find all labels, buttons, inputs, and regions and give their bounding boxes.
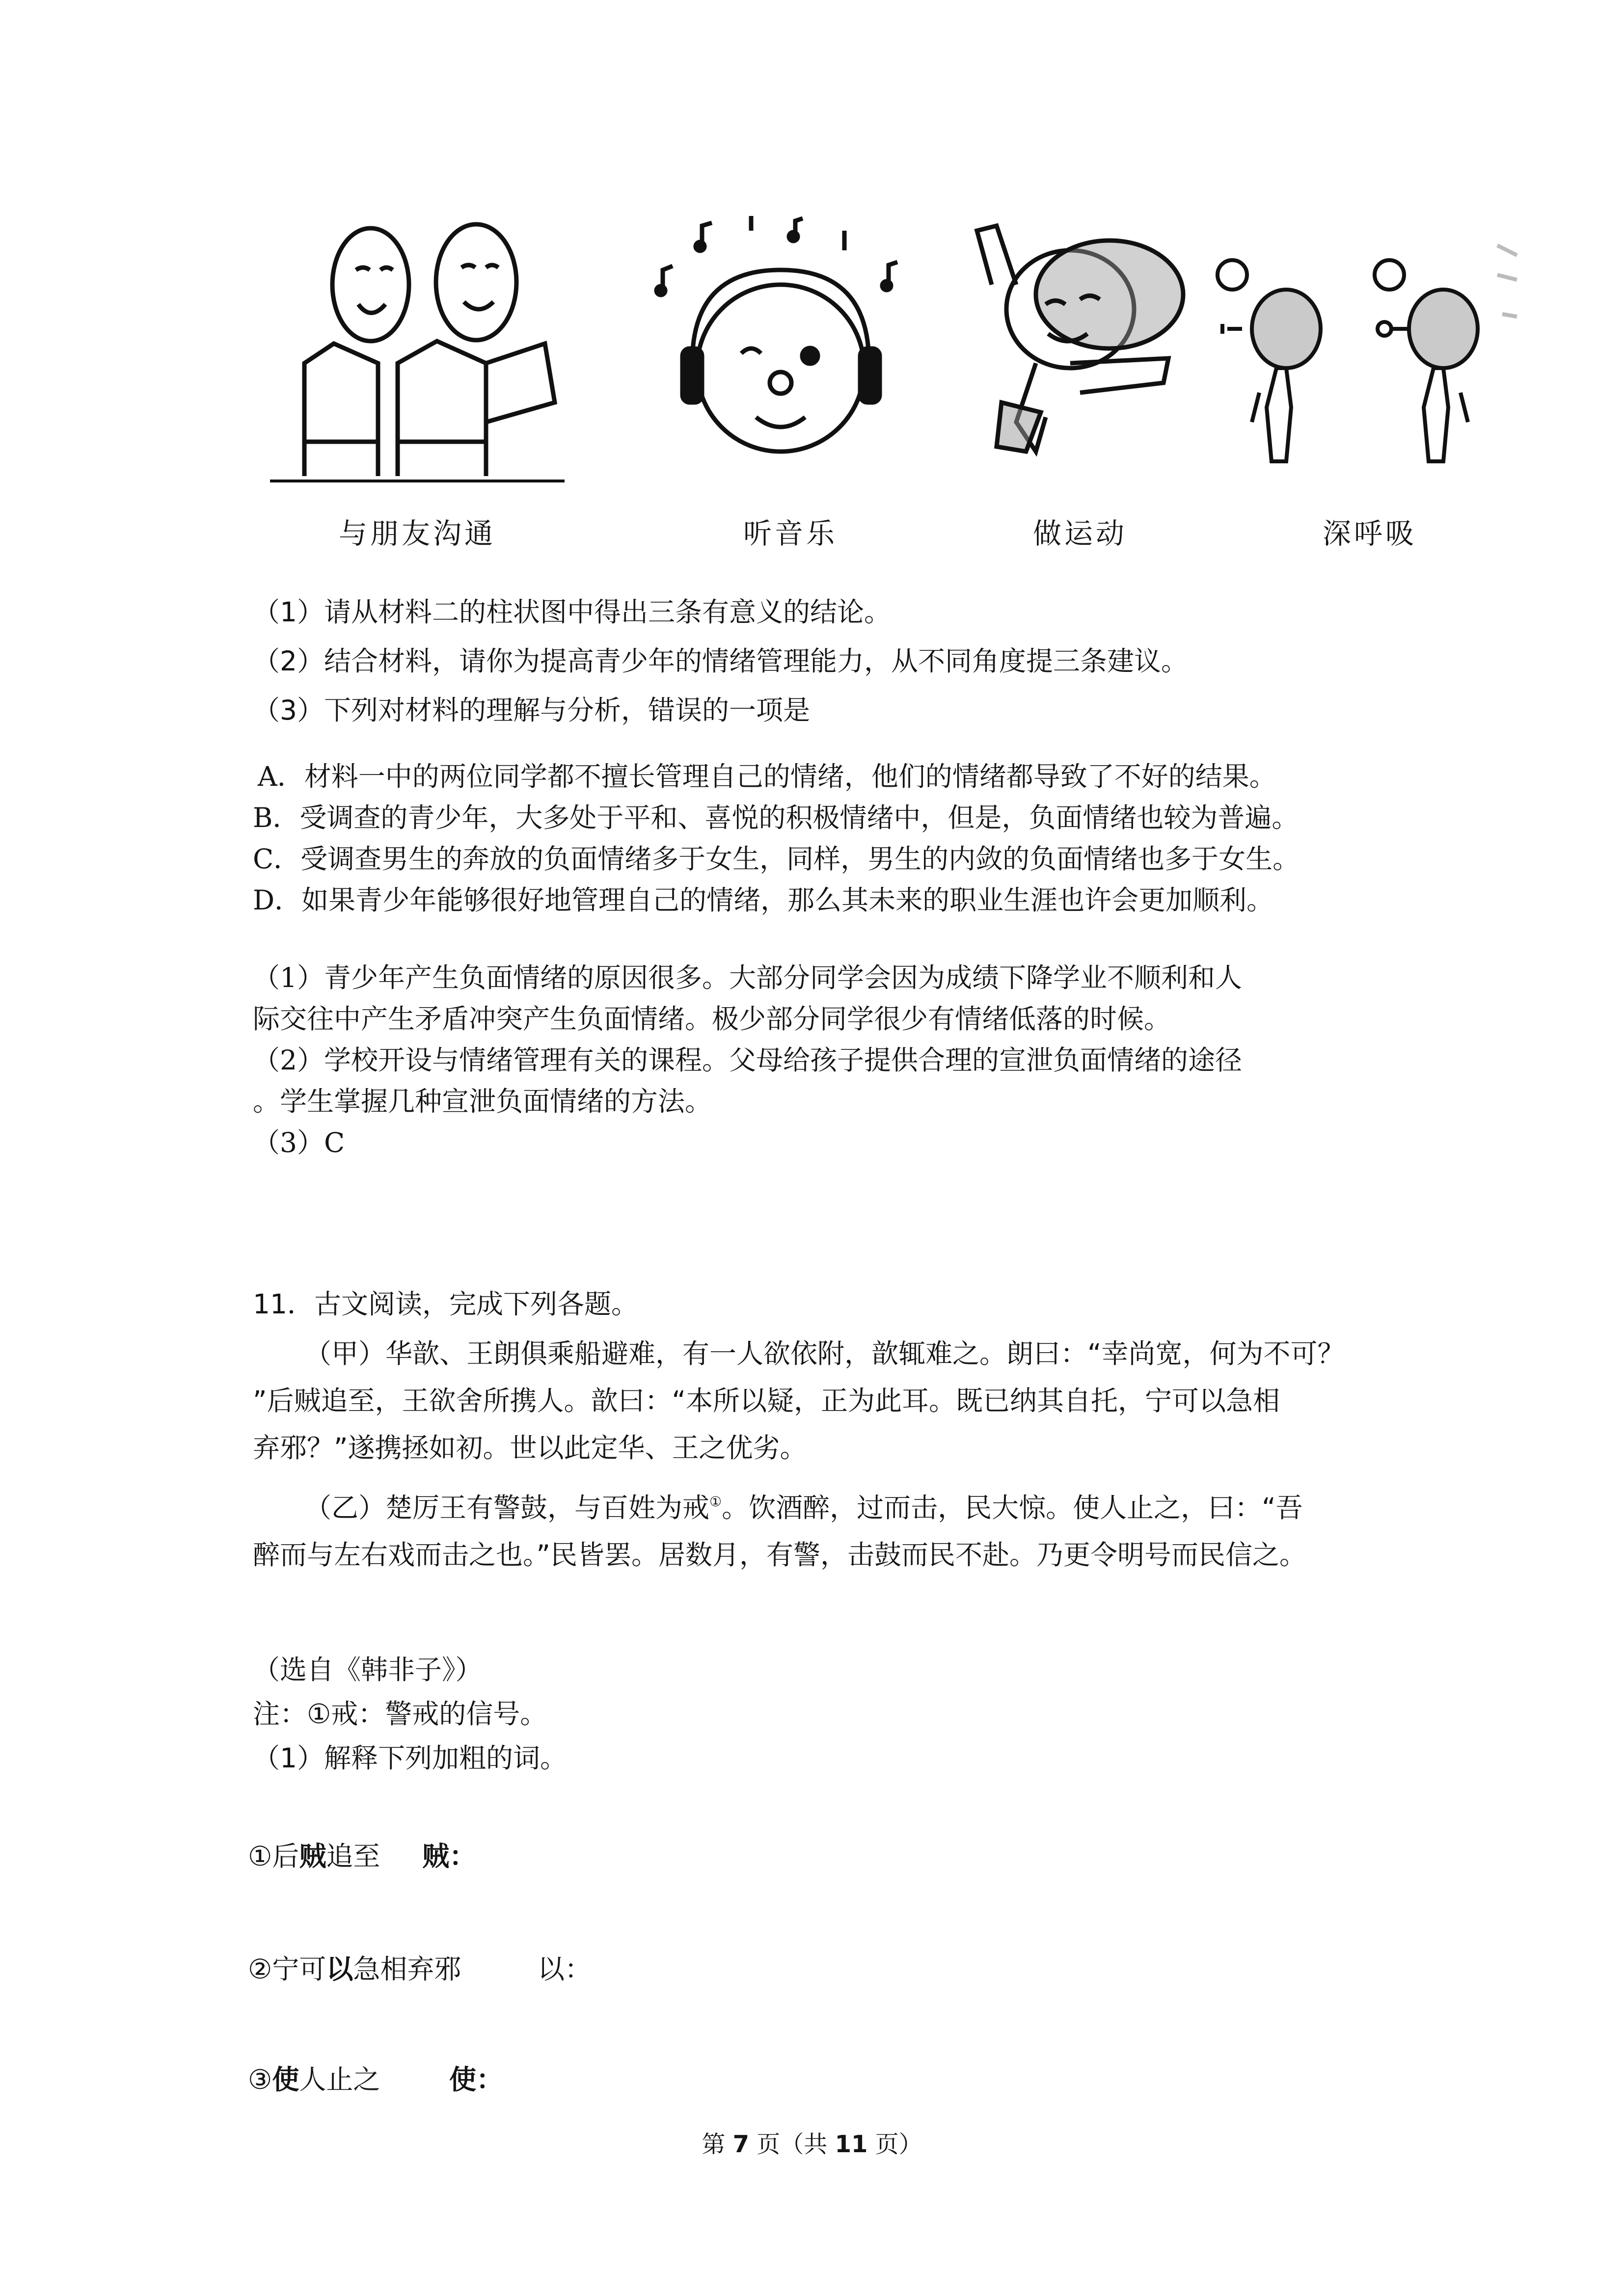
passage-line: ”后贼追至，王欲舍所携人。歆曰：“本所以疑，正为此耳。既已纳其自托，宁可以急相: [253, 1385, 1280, 1416]
task-instruction: （1）解释下列加粗的词。: [253, 1742, 567, 1774]
caption-exercise: 做运动: [1032, 517, 1127, 550]
vocab-label-1: 贼：: [422, 1841, 477, 1872]
answer-line: （2）学校开设与情绪管理有关的课程。父母给孩子提供合理的宣泄负面情绪的途径: [253, 1044, 1242, 1076]
vocab-item-1: [248, 1843, 380, 1870]
passage-line-part: 。饮酒醉，过而击，民大惊。使人止之，曰：“吾: [722, 1492, 1303, 1523]
total-pages: 11: [835, 2131, 868, 2158]
vocab-bold-word: 贼: [299, 1841, 326, 1872]
footnote-mark: ①: [709, 1494, 722, 1510]
vocab-text: 急相弃邪: [353, 1953, 461, 1985]
illustration-deep-breathing: [1213, 216, 1527, 560]
vocab-bold-word: 以: [326, 1953, 353, 1985]
footer-text: 页（共: [749, 2131, 835, 2158]
caption-deep-breathing: 深呼吸: [1322, 517, 1417, 550]
passage-line: （甲）华歆、王朗俱乘船避难，有一人欲依附，歆辄难之。朗曰：“幸尚宽，何为不可？: [304, 1338, 1345, 1369]
deep-breathing-icon: [1213, 216, 1527, 491]
question-3: （3）下列对材料的理解与分析，错误的一项是: [253, 694, 810, 726]
source-citation: （选自《韩非子》）: [253, 1654, 483, 1685]
option-b: B．受调查的青少年，大多处于平和、喜悦的积极情绪中，但是，负面情绪也较为普遍。: [253, 802, 1299, 833]
answer-line: 际交往中产生矛盾冲突产生负面情绪。极少部分同学很少有情绪低落的时候。: [253, 1003, 1171, 1035]
vocab-label-3: 使：: [449, 2064, 504, 2095]
vocab-text: ②宁可: [248, 1953, 326, 1985]
question-2: （2）结合材料，请你为提高青少年的情绪管理能力，从不同角度提三条建议。: [253, 645, 1188, 677]
caption-listen-music: 听音乐: [743, 517, 838, 550]
vocab-item-2: [248, 1953, 461, 1985]
vocab-text: ①后: [248, 1841, 299, 1872]
option-c: C．受调查男生的奔放的负面情绪多于女生，同样，男生的内敛的负面情绪也多于女生。: [253, 843, 1300, 875]
page-number: 7: [732, 2131, 750, 2158]
caption-talk-with-friends: 与朋友沟通: [338, 517, 496, 550]
exercise-icon: [923, 216, 1237, 491]
illustration-listen-music: [633, 216, 947, 560]
passage-line-part: （乙）楚厉王有警鼓，与百姓为戒: [304, 1492, 710, 1523]
option-a: A．材料一中的两位同学都不擅长管理自己的情绪，他们的情绪都导致了不好的结果。: [258, 761, 1276, 792]
question-1: （1）请从材料二的柱状图中得出三条有意义的结论。: [253, 596, 891, 628]
passage-line: 醉而与左右戏而击之也。”民皆罢。居数月，有警，击鼓而民不赴。乃更令明号而民信之。: [253, 1539, 1306, 1571]
vocab-text: ③: [248, 2064, 272, 2095]
answer-line: （3）C: [253, 1127, 345, 1158]
vocab-label-2: 以：: [538, 1953, 592, 1985]
friends-chatting-icon: [260, 216, 574, 491]
vocab-item-3: [248, 2066, 380, 2093]
vocab-text: 追至: [326, 1841, 380, 1872]
vocab-bold-word: 使: [272, 2064, 299, 2095]
listening-music-icon: [633, 216, 947, 491]
illustration-talk-with-friends: [260, 216, 574, 560]
options-list: [253, 756, 1300, 921]
footer-text: 页）: [867, 2131, 922, 2158]
footnote: 注：①戒：警戒的信号。: [253, 1698, 547, 1730]
section-heading: 11．古文阅读，完成下列各题。: [253, 1288, 638, 1320]
footer-text: 第: [702, 2131, 733, 2158]
answer-line: 。学生掌握几种宣泄负面情绪的方法。: [253, 1086, 712, 1117]
passage-line: 弃邪？”遂携拯如初。世以此定华、王之优劣。: [253, 1432, 807, 1464]
passage-yi: [253, 1478, 1306, 1578]
illustration-exercise: [923, 216, 1237, 560]
vocab-text: 人止之: [299, 2064, 380, 2095]
page-footer: [0, 2125, 1624, 2159]
answer-line: （1）青少年产生负面情绪的原因很多。大部分同学会因为成绩下降学业不顺利和人: [253, 962, 1242, 993]
passage-jia: [253, 1330, 1345, 1471]
answer-block: [253, 957, 1242, 1163]
option-d: D．如果青少年能够很好地管理自己的情绪，那么其未来的职业生涯也许会更加顺利。: [253, 884, 1274, 916]
passage-line: [253, 1478, 1306, 1531]
